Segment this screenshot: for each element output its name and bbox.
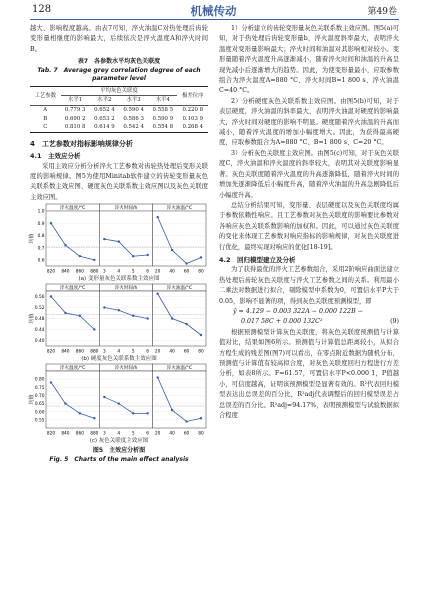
row-label: A xyxy=(43,106,48,113)
header-rule xyxy=(30,19,399,20)
data-point xyxy=(103,396,105,398)
equation-line-2-text: 0.017 58C + 0.000 132C² xyxy=(241,318,323,326)
panel-title: 淬火时间/h xyxy=(114,206,138,212)
data-point xyxy=(171,409,173,411)
panel-frame xyxy=(46,371,99,428)
table-title-cn: 表7 各参数水平均灰色关联度 xyxy=(77,58,161,66)
cell: 0.558 5 xyxy=(152,106,174,113)
panel-frame xyxy=(99,371,152,428)
chart-a-caption: (a) 变形量灰色关联系数主效应图 xyxy=(78,276,160,283)
analysis-paragraph-3: 3）分析灰色关联度主效应图。由图5(c)可知，对于灰色关联度C，淬火油温和淬火温度的斜率较大，表明其对关联度影响显著。灰色关联度随着淬火温度的升高逐渐降低，随着淬火时间的增加先逐渐降低后小幅度升高，随着淬火油温的升高急剧降低后小幅度升高。 xyxy=(219,149,399,199)
chart-a-svg xyxy=(30,203,208,275)
data-point xyxy=(146,412,148,414)
data-point xyxy=(118,240,120,242)
data-point xyxy=(200,417,202,419)
x-tick-label: 60 xyxy=(183,349,190,355)
panel-title: 淬火油温/°C xyxy=(166,286,193,292)
section-4-1-heading: 4.1 主效应分析 xyxy=(30,152,81,161)
section-4-heading: 4 工艺参数对指标影响规律分析 xyxy=(30,139,133,148)
cell: 0.779 3 xyxy=(64,106,86,113)
data-point xyxy=(171,249,173,251)
data-point xyxy=(146,254,148,256)
y-axis-label: 均值 xyxy=(29,394,35,405)
panel-title: 淬火油温/°C xyxy=(166,366,193,372)
x-tick-label: 20 xyxy=(154,349,161,355)
y-tick-label: 0.40 xyxy=(34,339,45,345)
x-tick-label: 80 xyxy=(198,349,204,355)
x-tick-label: 860 xyxy=(75,431,84,437)
panel-title: 淬火温度/°C xyxy=(59,286,86,292)
chart-b-caption: (b) 硬度灰色关联系数主效应图 xyxy=(81,356,157,363)
cell: 0.652 4 xyxy=(94,106,115,113)
col-group: 平均灰色关联度 xyxy=(61,86,178,96)
y-axis-label: 均值 xyxy=(29,313,35,324)
level-header: 水平4 xyxy=(148,96,177,106)
y-tick-label: 0.70 xyxy=(34,394,45,400)
cell: 0.810 8 xyxy=(61,123,90,132)
cell: 0.268 4 xyxy=(177,123,208,132)
x-tick-label: 3 xyxy=(102,431,106,437)
equation-line-1: ŷ = 4.129 − 0.003 322A − 0.000 122B − xyxy=(233,307,363,315)
table-title-en: Tab. 7 Average grey correlation degree of each parameter level xyxy=(37,66,201,83)
x-tick-label: 840 xyxy=(61,349,70,355)
figure-caption-cn: 图5 主效应分析图 xyxy=(92,447,146,455)
y-tick-label: 0.55 xyxy=(34,418,45,424)
x-tick-label: 40 xyxy=(169,431,175,437)
panel-title: 淬火温度/°C xyxy=(59,366,86,372)
right-column xyxy=(219,24,399,421)
level-header: 水平2 xyxy=(90,96,119,106)
x-tick-label: 880 xyxy=(90,269,99,275)
analysis-paragraph-1: 1）分析建立的齿轮变形量灰色关联系数主效应图。图5(a)可知，对于热处理后齿轮变形量b，淬火温度斜率最大，表明淬火温度对变形量影响最大；淬火时间和油温对其影响相对较小。变形量随着淬火温度升高逐渐减小，随着淬火时间和油温的升高呈现先减小后逐渐增大的趋势。因此，为使变形量最小，应取参数组合为淬火温度A=880 °C、淬火时间B=1 800 s、淬火油温C=40 °C。 xyxy=(219,25,399,95)
chart-c-caption: (c) 灰色关联度主效应图 xyxy=(89,438,149,445)
regression-paragraph: 为了获得最优的淬火工艺参数组合，采用2阶响应曲面法建立热处理后齿轮灰色关联度与淬火工艺参数之间的关系。利用最小二乘法对数据进行拟合，剔除模型中系数为0，可置信水平P大于0.05，影响不显著的项，得到灰色关联度预测模型，即 xyxy=(219,266,399,305)
table-row xyxy=(30,105,208,114)
x-tick-label: 6 xyxy=(146,269,150,275)
x-tick-label: 820 xyxy=(46,269,56,275)
table-7 xyxy=(30,86,208,133)
data-point xyxy=(200,256,202,258)
data-point xyxy=(185,323,187,325)
y-tick-label: 0.6 xyxy=(37,258,45,264)
table-row xyxy=(30,123,208,132)
x-tick-label: 880 xyxy=(90,349,99,355)
table-row xyxy=(30,115,208,124)
x-tick-label: 880 xyxy=(90,431,99,437)
x-tick-label: 6 xyxy=(146,431,150,437)
intro-paragraph: 越大、影响程度越高。由表7可知，淬火油温C对热处理后齿轮变形量相继度的影响最大，后续依次是淬火温度A和淬火时间B。 xyxy=(30,25,208,53)
journal-title: 机械传动 xyxy=(190,4,237,18)
row-label: C xyxy=(30,123,61,132)
panel-title: 淬火油温/°C xyxy=(166,206,193,212)
x-tick-label: 840 xyxy=(61,269,70,275)
x-tick-label: 40 xyxy=(169,269,175,275)
cell: 0.554 8 xyxy=(148,123,177,132)
cell: 0.690 2 xyxy=(64,115,86,122)
cell: 0.542 4 xyxy=(119,123,148,132)
data-point xyxy=(50,222,52,224)
data-point xyxy=(50,381,52,383)
row-label: B xyxy=(43,115,48,122)
data-point xyxy=(185,262,187,264)
data-point xyxy=(156,376,158,378)
data-point xyxy=(64,312,66,314)
data-point xyxy=(64,244,66,246)
panel-frame xyxy=(99,211,152,266)
data-point xyxy=(185,420,187,422)
y-axis-label: 均值 xyxy=(29,233,35,244)
equation-line-2 xyxy=(219,317,399,327)
data-point xyxy=(200,334,202,336)
x-tick-label: 6 xyxy=(146,349,150,355)
data-point xyxy=(171,317,173,319)
y-tick-label: 0.80 xyxy=(34,377,45,383)
x-tick-label: 60 xyxy=(183,269,190,275)
x-tick-label: 4 xyxy=(117,269,121,275)
data-point xyxy=(79,255,81,257)
panel-title: 淬火时间/h xyxy=(114,366,138,372)
section-4-1-paragraph: 采用主效应分析分析淬火工艺参数对齿轮热处理后变形关联度的影响规律。图5为使用Minitab软件建立的齿轮变形量灰色关联系数主效应图、硬度灰色关联系数主效应图以及灰色关联度主效应图。 xyxy=(30,162,208,201)
y-tick-label: 0.7 xyxy=(37,246,45,252)
chart-b-svg xyxy=(30,283,208,355)
x-tick-label: 20 xyxy=(154,431,161,437)
data-point xyxy=(132,255,134,257)
panel-frame xyxy=(153,211,206,266)
main-effect-chart-c xyxy=(30,363,208,445)
cell: 0.590 9 xyxy=(152,115,174,122)
data-point xyxy=(93,328,95,330)
col-range: 极差位序 xyxy=(177,86,208,105)
data-point xyxy=(156,216,158,218)
data-point xyxy=(64,402,66,404)
panel-title: 淬火时间/h xyxy=(114,286,138,292)
data-point xyxy=(79,412,81,414)
x-tick-label: 3 xyxy=(102,349,106,355)
y-tick-label: 0.8 xyxy=(37,234,45,240)
cell: 0.103 9 xyxy=(182,115,204,122)
figure-caption-en: Fig. 5 Charts of the main effect analysis xyxy=(49,455,189,463)
main-effect-chart-a xyxy=(30,203,208,283)
cell: 0.614 9 xyxy=(90,123,119,132)
page-header xyxy=(0,0,427,22)
x-tick-label: 80 xyxy=(198,431,204,437)
cell: 0.586 3 xyxy=(123,115,144,122)
x-tick-label: 60 xyxy=(183,431,190,437)
x-tick-label: 860 xyxy=(75,269,84,275)
analysis-paragraph-2: 2）分析硬度灰色关联系数主效应图。由图5(b)可知，对于表层硬度，淬火油温的斜率最大，表明淬火油温对硬度的影响最大，淬火时间对硬度的影响不明显。硬度随着淬火油温的升高而减小，随着淬火温度的增加小幅度增大。因此，为获得最高硬度，应取参数组合为A=880 °C、B=1 800 s、C=20 °C。 xyxy=(219,97,399,147)
y-tick-label: 0.9 xyxy=(37,221,45,227)
main-effect-chart-b xyxy=(30,283,208,363)
y-tick-label: 0.60 xyxy=(34,410,45,416)
data-point xyxy=(146,317,148,319)
data-point xyxy=(103,238,105,240)
cell: 0.653 2 xyxy=(94,115,115,122)
data-point xyxy=(118,402,120,404)
x-tick-label: 5 xyxy=(131,431,135,437)
page-number: 128 xyxy=(32,4,52,15)
x-tick-label: 820 xyxy=(46,431,56,437)
data-point xyxy=(93,259,95,261)
x-tick-label: 860 xyxy=(75,349,84,355)
col-factor: 工艺参数 xyxy=(30,86,61,105)
y-tick-label: 0.48 xyxy=(34,317,45,323)
y-tick-label: 0.52 xyxy=(34,306,45,312)
data-point xyxy=(79,315,81,317)
x-tick-label: 4 xyxy=(117,431,121,437)
y-tick-label: 0.65 xyxy=(34,402,45,408)
summary-paragraph: 总结分析结果可知，变形量、表层硬度以及灰色关联度均属于参数依赖性响应。且工艺参数对灰色关联度的影响要比参数对各响应灰色关联系数影响的加权和。因此，可以通过灰色关联度的变化来体现工艺参数对响应指标的影响规律，对灰色关联度进行优化，最终实现对响应的优化[18-19]。 xyxy=(219,201,399,251)
volume-label: 第49卷 xyxy=(367,7,397,17)
section-4-2-heading: 4.2 回归模型建立及分析 xyxy=(219,255,296,264)
data-point xyxy=(132,412,134,414)
x-tick-label: 840 xyxy=(61,431,70,437)
x-tick-label: 4 xyxy=(117,349,121,355)
panel-frame xyxy=(153,371,206,428)
data-point xyxy=(50,295,52,297)
left-column xyxy=(30,24,208,464)
panel-title: 淬火温度/°C xyxy=(59,206,86,212)
data-point xyxy=(93,417,95,419)
x-tick-label: 3 xyxy=(102,269,106,275)
x-tick-label: 5 xyxy=(131,349,135,355)
panel-frame xyxy=(46,211,99,266)
x-tick-label: 40 xyxy=(169,349,175,355)
y-tick-label: 1.0 xyxy=(37,209,45,215)
data-point xyxy=(118,309,120,311)
data-point xyxy=(103,306,105,308)
data-point xyxy=(132,315,134,317)
chart-c-svg xyxy=(30,363,208,437)
level-header: 水平3 xyxy=(119,96,148,106)
cell: 0.220 8 xyxy=(182,106,204,113)
y-tick-label: 0.56 xyxy=(34,295,45,301)
equation-number: (9) xyxy=(390,318,399,326)
cell: 0.590 4 xyxy=(123,106,144,113)
x-tick-label: 820 xyxy=(46,349,56,355)
data-point xyxy=(156,293,158,295)
y-tick-label: 0.44 xyxy=(34,328,45,334)
x-tick-label: 5 xyxy=(131,269,135,275)
x-tick-label: 20 xyxy=(154,269,161,275)
y-tick-label: 0.75 xyxy=(34,386,45,392)
validation-paragraph: 根据预测模型计算灰色关联度，将灰色关联度预测值与计算值对比，结果如图6所示。预测值与计算值总距离较小，从拟合方程生成的残差图(图7)可以看出，在零点附近数据为随机分布，预测值与计算值有较高拟合度，对灰色关联度回归方程进行方差分析，如表8所示。F=61.57，可置信水平P<0.000 1，P值越小，可信度越高，证明该预测模型是显著有效的。R²代表回归模型表达出总误差的百分比，R²adj代表调整后的回归模型误差占总误差的百分比。R²adj=94.17%，表明预测模型与试验数据拟合程度 xyxy=(219,328,399,420)
x-tick-label: 80 xyxy=(198,269,204,275)
level-header: 水平1 xyxy=(61,96,90,106)
